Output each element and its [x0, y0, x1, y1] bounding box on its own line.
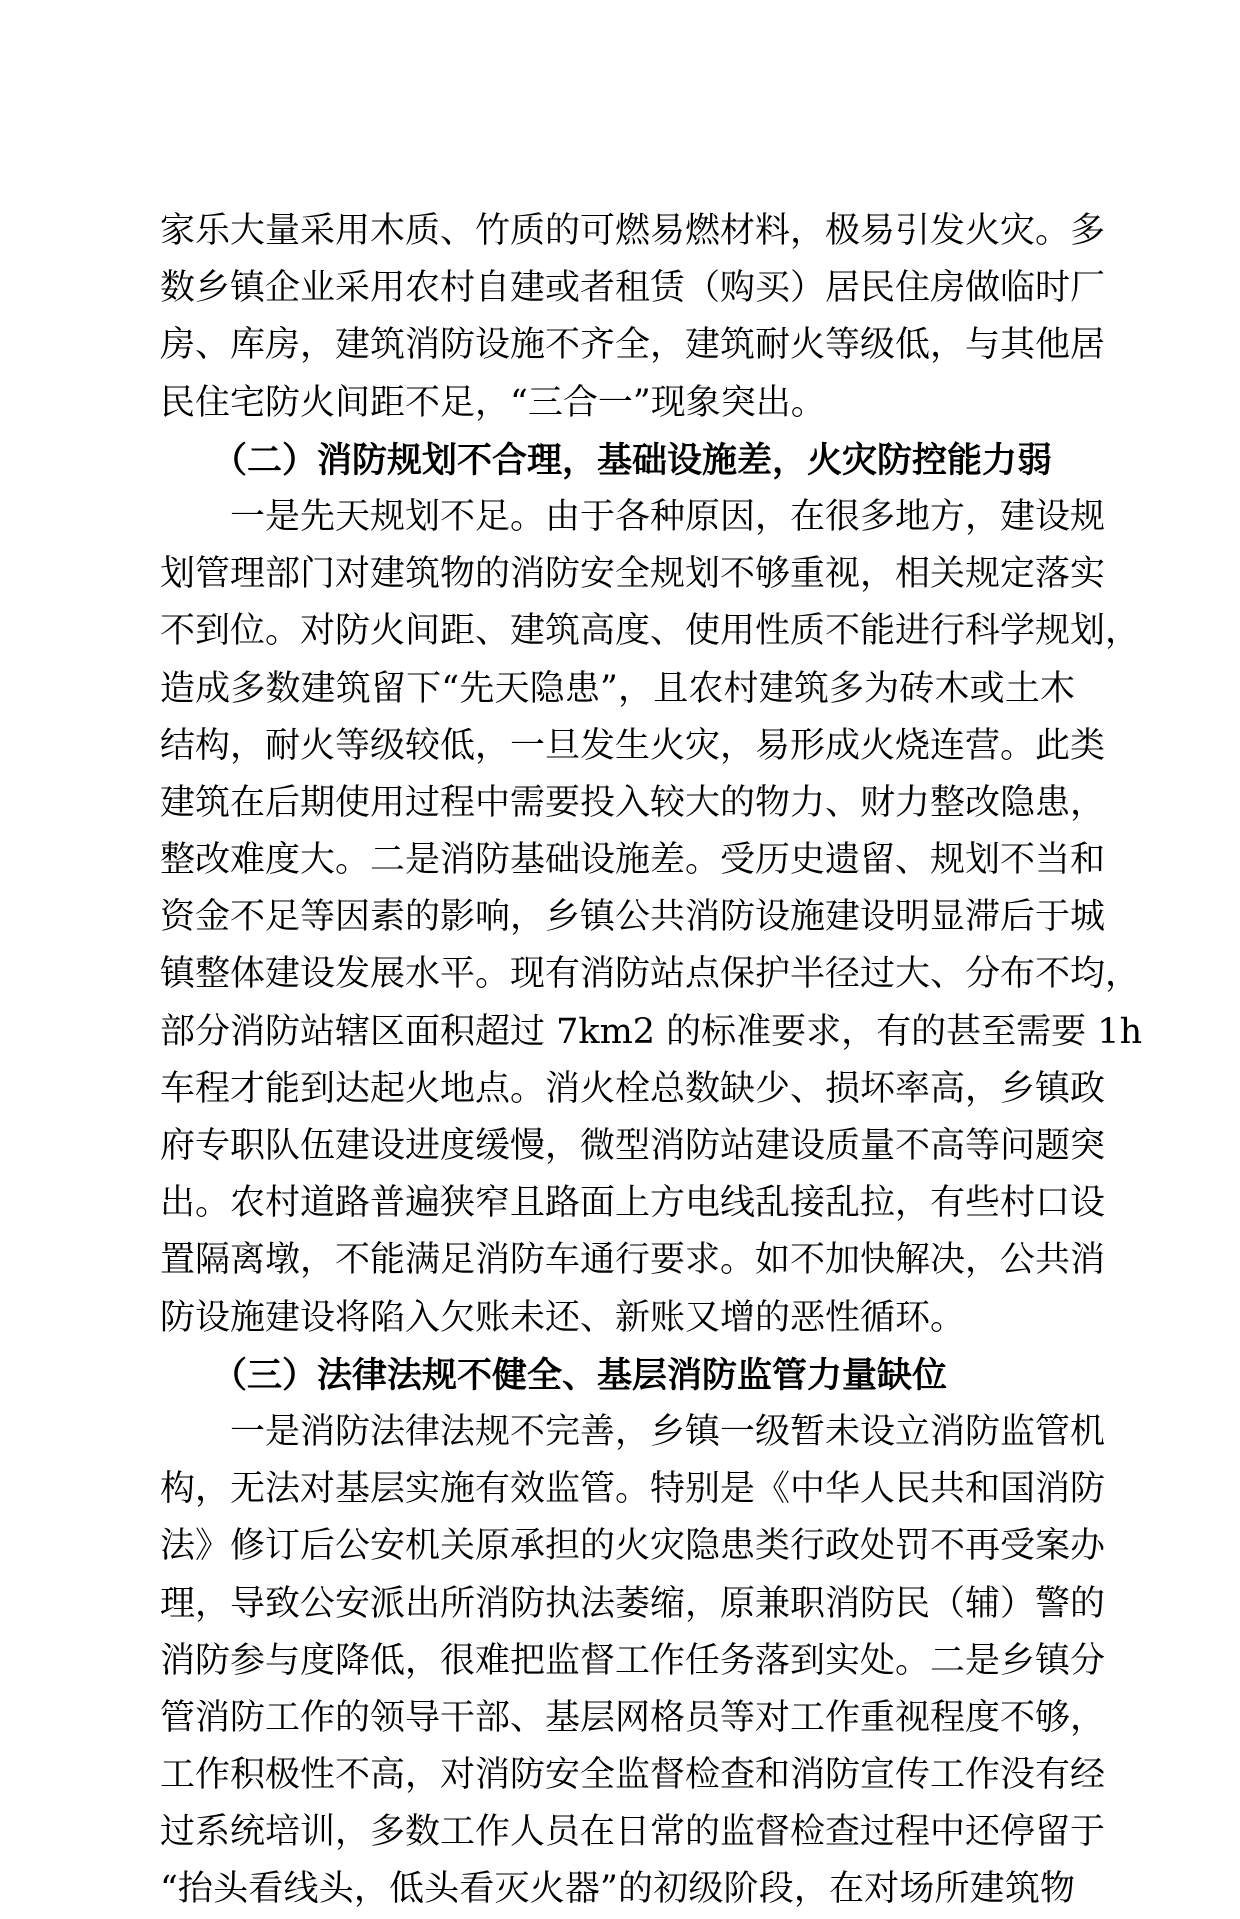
text-line: 管消防工作的领导干部、基层网格员等对工作重视程度不够， [160, 1697, 1106, 1738]
text-line: 构，无法对基层实施有效监管。特别是《中华人民共和国消防 [160, 1469, 1106, 1510]
text-line: 一是先天规划不足。由于各种原因，在很多地方，建设规 [230, 496, 1106, 537]
text-line: 部分消防站辖区面积超过 7km2 的标准要求，有的甚至需要 1h [160, 1011, 1143, 1052]
text-line: 工作积极性不高，对消防安全监督检查和消防宣传工作没有经 [160, 1755, 1106, 1796]
text-line: 结构，耐火等级较低，一旦发生火灾，易形成火烧连营。此类 [160, 725, 1106, 766]
text-line: 车程才能到达起火地点。消火栓总数缺少、损坏率高，乡镇政 [160, 1068, 1106, 1109]
text-line: 镇整体建设发展水平。现有消防站点保护半径过大、分布不均， [160, 954, 1141, 995]
text-line: 理，导致公安派出所消防执法萎缩，原兼职消防民（辅）警的 [160, 1583, 1106, 1624]
document-body [160, 203, 1143, 1919]
text-line: 民住宅防火间距不足，“三合一”现象突出。 [160, 382, 826, 423]
text-line: 府专职队伍建设进度缓慢，微型消防站建设质量不高等问题突 [160, 1126, 1106, 1166]
text-line: 资金不足等因素的影响，乡镇公共消防设施建设明显滞后于城 [160, 897, 1106, 938]
section-heading-text: （三）法律法规不健全、基层消防监管力量缺位 [212, 1354, 948, 1396]
paragraph [160, 203, 1106, 432]
section-heading-text: （二）消防规划不合理，基础设施差，火灾防控能力弱 [212, 439, 1053, 481]
text-line: 不到位。对防火间距、建筑高度、使用性质不能进行科学规划， [160, 611, 1141, 652]
text-line: 置隔离墩，不能满足消防车通行要求。如不加快解决，公共消 [160, 1240, 1106, 1281]
text-line: 房、库房，建筑消防设施不齐全，建筑耐火等级低，与其他居 [160, 325, 1106, 366]
text-line: 造成多数建筑留下“先天隐患”，且农村建筑多为砖木或土木 [160, 668, 1075, 709]
text-line: “抬头看线头，低头看灭火器”的初级阶段，在对场所建筑物 [160, 1869, 1075, 1910]
text-line: 过系统培训，多数工作人员在日常的监督检查过程中还停留于 [160, 1812, 1106, 1853]
text-line: 整改难度大。二是消防基础设施差。受历史遗留、规划不当和 [160, 840, 1106, 881]
text-line: 消防参与度降低，很难把监督工作任务落到实处。二是乡镇分 [160, 1640, 1106, 1681]
section-heading [160, 1347, 1075, 1404]
text-line: 家乐大量采用木质、竹质的可燃易燃材料，极易引发火灾。多 [160, 211, 1106, 251]
text-line: 划管理部门对建筑物的消防安全规划不够重视，相关规定落实 [160, 554, 1106, 595]
paragraph [160, 489, 1143, 1347]
section-heading [160, 432, 1075, 489]
text-line: 出。农村道路普遍狭窄且路面上方电线乱接乱拉，有些村口设 [160, 1183, 1106, 1224]
text-line: 数乡镇企业采用农村自建或者租赁（购买）居民住房做临时厂 [160, 268, 1106, 309]
text-line: 建筑在后期使用过程中需要投入较大的物力、财力整改隐患， [160, 782, 1106, 823]
text-line: 法》修订后公安机关原承担的火灾隐患类行政处罚不再受案办 [160, 1526, 1106, 1567]
paragraph [160, 1404, 1106, 1919]
text-line: 防设施建设将陷入欠账未还、新账又增的恶性循环。 [160, 1297, 966, 1338]
text-line: 一是消防法律法规不完善，乡镇一级暂未设立消防监管机 [230, 1411, 1106, 1452]
